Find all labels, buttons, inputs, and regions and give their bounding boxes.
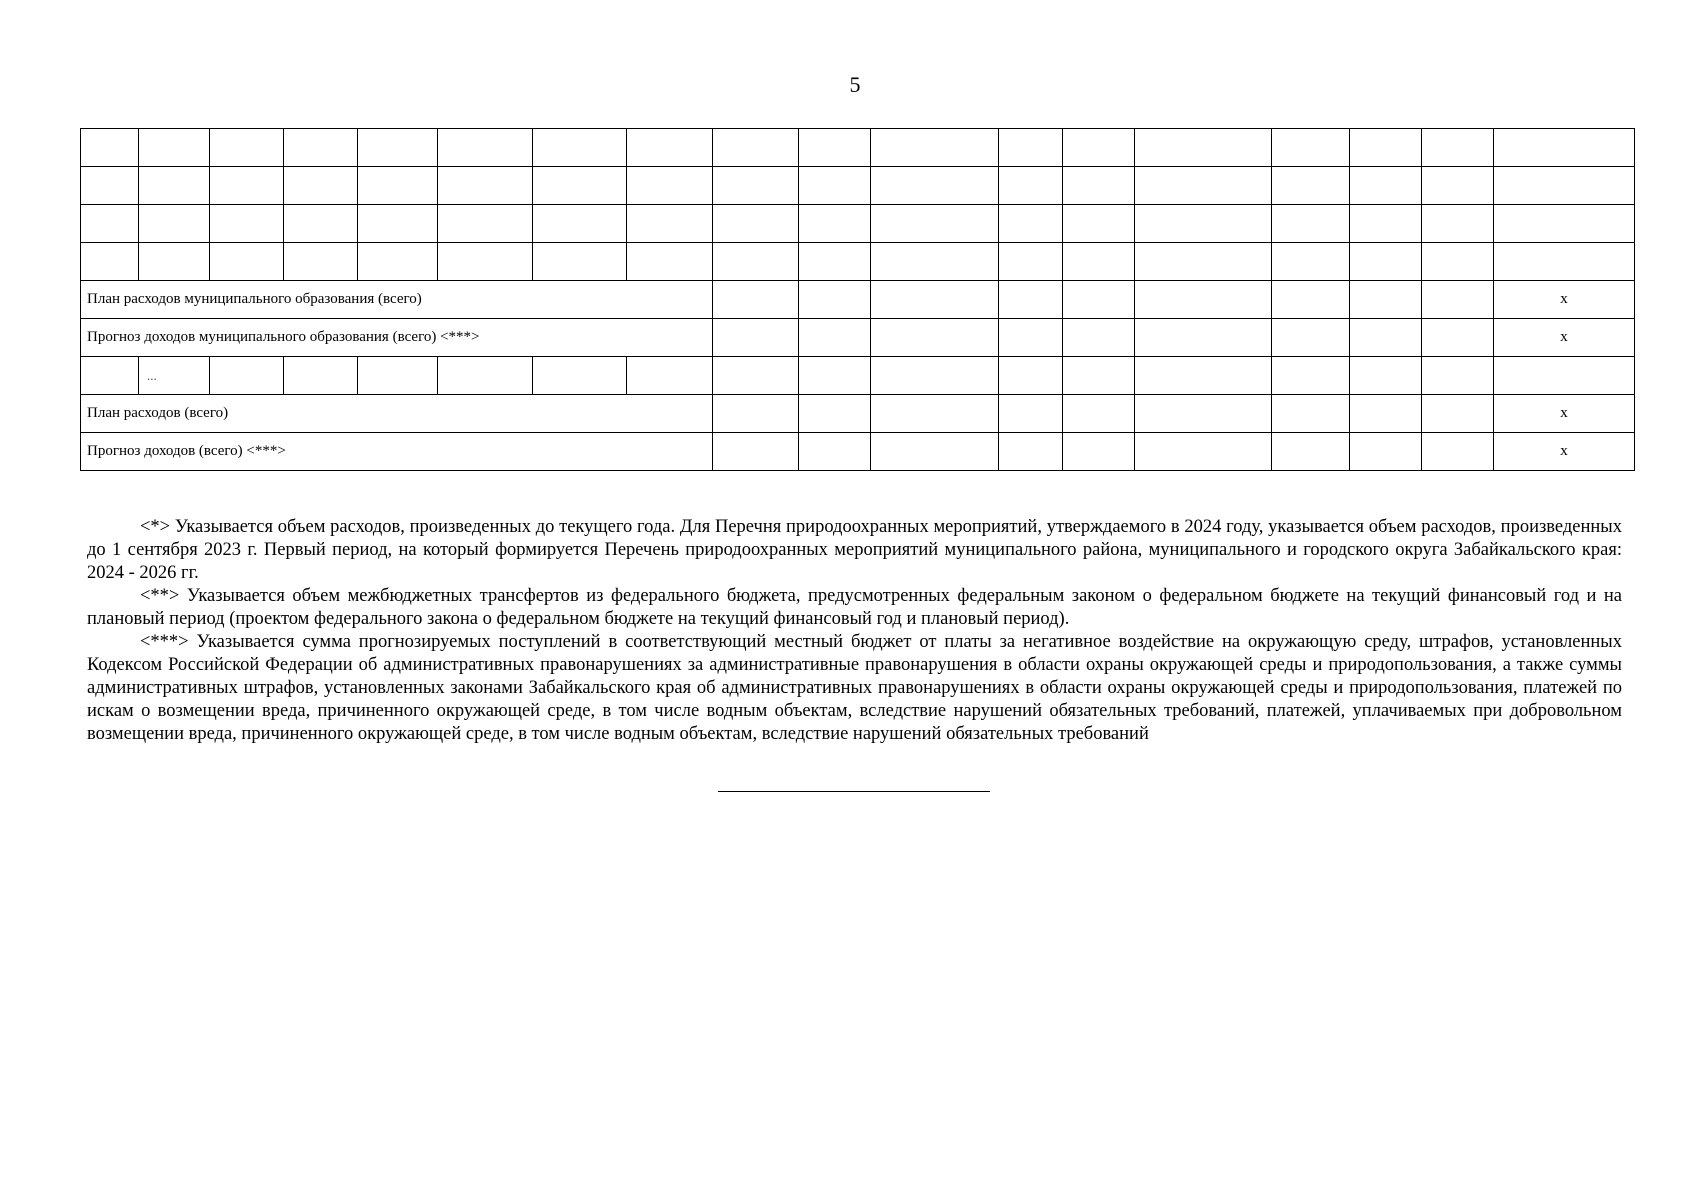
table-cell xyxy=(284,205,358,243)
table-cell xyxy=(438,205,533,243)
table-cell xyxy=(799,205,871,243)
table-cell xyxy=(438,129,533,167)
table-cell xyxy=(81,205,139,243)
table-row xyxy=(81,129,1635,167)
table-cell xyxy=(871,319,999,357)
table-cell xyxy=(1422,319,1494,357)
budget-table xyxy=(80,128,1635,471)
table-cell xyxy=(1494,167,1635,205)
table-cell xyxy=(1272,243,1350,281)
table-cell xyxy=(1135,395,1272,433)
table-cell xyxy=(1494,129,1635,167)
table-cell xyxy=(358,243,438,281)
table-cell xyxy=(1135,205,1272,243)
table-cell xyxy=(1350,319,1422,357)
table-row xyxy=(81,281,1635,319)
table-cell xyxy=(627,129,713,167)
table-cell xyxy=(627,167,713,205)
table-cell xyxy=(1063,395,1135,433)
table-cell xyxy=(1272,281,1350,319)
table-cell xyxy=(1422,205,1494,243)
table-cell xyxy=(999,243,1063,281)
row-label: Прогноз доходов муниципального образования (всего) <***> xyxy=(81,319,713,357)
table-cell xyxy=(1350,281,1422,319)
table-row xyxy=(81,205,1635,243)
table-cell xyxy=(871,433,999,471)
table-cell xyxy=(139,243,210,281)
table-cell xyxy=(799,433,871,471)
table-cell xyxy=(1272,167,1350,205)
table-cell xyxy=(999,319,1063,357)
table-cell xyxy=(871,243,999,281)
table-cell xyxy=(139,205,210,243)
table-cell xyxy=(713,319,799,357)
table-cell xyxy=(871,395,999,433)
table-cell xyxy=(1350,395,1422,433)
table-cell xyxy=(1350,167,1422,205)
table-cell xyxy=(533,167,627,205)
table-cell xyxy=(1350,433,1422,471)
table-cell xyxy=(871,129,999,167)
not-applicable-mark: x xyxy=(1494,395,1635,433)
table-cell xyxy=(1422,357,1494,395)
table-row xyxy=(81,433,1635,471)
table-cell xyxy=(139,129,210,167)
table-cell xyxy=(1135,433,1272,471)
table-cell xyxy=(533,357,627,395)
table-cell xyxy=(358,129,438,167)
table-cell xyxy=(871,205,999,243)
table-cell xyxy=(210,243,284,281)
not-applicable-mark: x xyxy=(1494,319,1635,357)
table-cell xyxy=(1272,129,1350,167)
table-cell xyxy=(210,357,284,395)
table-cell xyxy=(999,395,1063,433)
table-row xyxy=(81,167,1635,205)
table-cell xyxy=(1422,395,1494,433)
table-cell xyxy=(1350,357,1422,395)
table-cell xyxy=(284,167,358,205)
table-cell xyxy=(713,243,799,281)
table-cell xyxy=(438,167,533,205)
table-cell xyxy=(627,205,713,243)
table-cell xyxy=(210,205,284,243)
end-of-document-rule xyxy=(718,791,990,792)
table-cell xyxy=(438,357,533,395)
footnote-1: <*> Указывается объем расходов, произведенных до текущего года. Для Перечня природоохранных мероприятий, утверждаемого в 2024 году, указывается объем расходов, произведенных до 1 сентября 2023 г. Первый период, на который формируется Перечень природоохранных мероприятий муниципального района, муниципального и городского округа Забайкальского края: 2024 - 2026 гг. xyxy=(87,517,1622,583)
table-cell xyxy=(1135,357,1272,395)
table-cell xyxy=(1135,281,1272,319)
footnotes xyxy=(87,516,1622,746)
table-row xyxy=(81,357,1635,395)
budget-table-body xyxy=(81,129,1635,471)
table-cell xyxy=(1272,395,1350,433)
table-cell xyxy=(999,129,1063,167)
table-cell xyxy=(1063,357,1135,395)
footnote-3: <***> Указывается сумма прогнозируемых поступлений в соответствующий местный бюджет от платы за негативное воздействие на окружающую среду, штрафов, установленных Кодексом Российской Федерации об административных правонарушениях за административные правонарушения в области охраны окружающей среды и природопользования, а также суммы административных штрафов, установленных законами Забайкальского края об административных правонарушениях в области охраны окружающей среды и природопользования, платежей по искам о возмещении вреда, причиненного окружающей среде, в том числе водным объектам, вследствие нарушений обязательных требований, платежей, уплачиваемых при добровольном возмещении вреда, причиненного окружающей среде, в том числе водным объектам, вследствие нарушений обязательных требований xyxy=(87,632,1622,744)
table-cell xyxy=(799,281,871,319)
table-cell xyxy=(1063,281,1135,319)
table-cell xyxy=(1135,129,1272,167)
table-cell xyxy=(1350,243,1422,281)
table-cell xyxy=(1494,243,1635,281)
table-cell xyxy=(627,357,713,395)
table-cell xyxy=(1135,167,1272,205)
not-applicable-mark: x xyxy=(1494,433,1635,471)
table-cell xyxy=(284,129,358,167)
table-cell xyxy=(1494,357,1635,395)
table-cell xyxy=(871,167,999,205)
table-cell xyxy=(999,281,1063,319)
table-cell xyxy=(1422,243,1494,281)
table-cell xyxy=(799,395,871,433)
row-label: План расходов (всего) xyxy=(81,395,713,433)
table-cell xyxy=(871,357,999,395)
table-cell xyxy=(139,167,210,205)
table-cell xyxy=(799,357,871,395)
table-cell xyxy=(999,167,1063,205)
table-cell xyxy=(81,357,139,395)
table-cell xyxy=(1063,129,1135,167)
table-cell xyxy=(1422,281,1494,319)
table-cell xyxy=(713,205,799,243)
table-cell xyxy=(1422,129,1494,167)
table-cell xyxy=(1135,243,1272,281)
table-cell xyxy=(999,433,1063,471)
table-cell xyxy=(533,205,627,243)
table-cell xyxy=(1063,167,1135,205)
table-row xyxy=(81,319,1635,357)
table-cell xyxy=(999,357,1063,395)
table-cell xyxy=(81,243,139,281)
table-cell xyxy=(81,167,139,205)
table-cell xyxy=(210,167,284,205)
table-cell xyxy=(871,281,999,319)
table-cell xyxy=(799,243,871,281)
table-cell xyxy=(1350,205,1422,243)
table-cell xyxy=(799,319,871,357)
table-cell xyxy=(533,243,627,281)
table-cell xyxy=(627,243,713,281)
table-cell xyxy=(799,167,871,205)
table-cell xyxy=(1063,433,1135,471)
table-cell xyxy=(1063,205,1135,243)
table-cell xyxy=(81,129,139,167)
table-cell xyxy=(533,129,627,167)
table-cell xyxy=(358,357,438,395)
table-cell xyxy=(1272,319,1350,357)
table-cell xyxy=(999,205,1063,243)
table-cell xyxy=(1063,319,1135,357)
table-cell xyxy=(358,205,438,243)
not-applicable-mark: x xyxy=(1494,281,1635,319)
table-cell xyxy=(1135,319,1272,357)
table-cell xyxy=(713,281,799,319)
row-label: План расходов муниципального образования (всего) xyxy=(81,281,713,319)
continuation-ellipsis: ... xyxy=(139,357,210,395)
table-cell xyxy=(1272,433,1350,471)
table-cell xyxy=(1422,433,1494,471)
table-cell xyxy=(210,129,284,167)
table-cell xyxy=(1494,205,1635,243)
table-row xyxy=(81,243,1635,281)
table-cell xyxy=(1063,243,1135,281)
table-cell xyxy=(284,357,358,395)
table-cell xyxy=(1272,357,1350,395)
row-label: Прогноз доходов (всего) <***> xyxy=(81,433,713,471)
table-cell xyxy=(713,129,799,167)
table-cell xyxy=(1350,129,1422,167)
footnote-2: <**> Указывается объем межбюджетных трансфертов из федерального бюджета, предусмотренных федеральным законом о федеральном бюджете на текущий финансовый год и на плановый период (проектом федерального закона о федеральном бюджете на текущий финансовый год и плановый период). xyxy=(87,586,1622,629)
table-cell xyxy=(358,167,438,205)
table-cell xyxy=(799,129,871,167)
table-cell xyxy=(438,243,533,281)
table-cell xyxy=(713,357,799,395)
page-number: 5 xyxy=(849,72,861,97)
table-cell xyxy=(284,243,358,281)
table-cell xyxy=(1272,205,1350,243)
table-row xyxy=(81,395,1635,433)
table-cell xyxy=(713,395,799,433)
table-cell xyxy=(713,433,799,471)
table-cell xyxy=(713,167,799,205)
table-cell xyxy=(1422,167,1494,205)
